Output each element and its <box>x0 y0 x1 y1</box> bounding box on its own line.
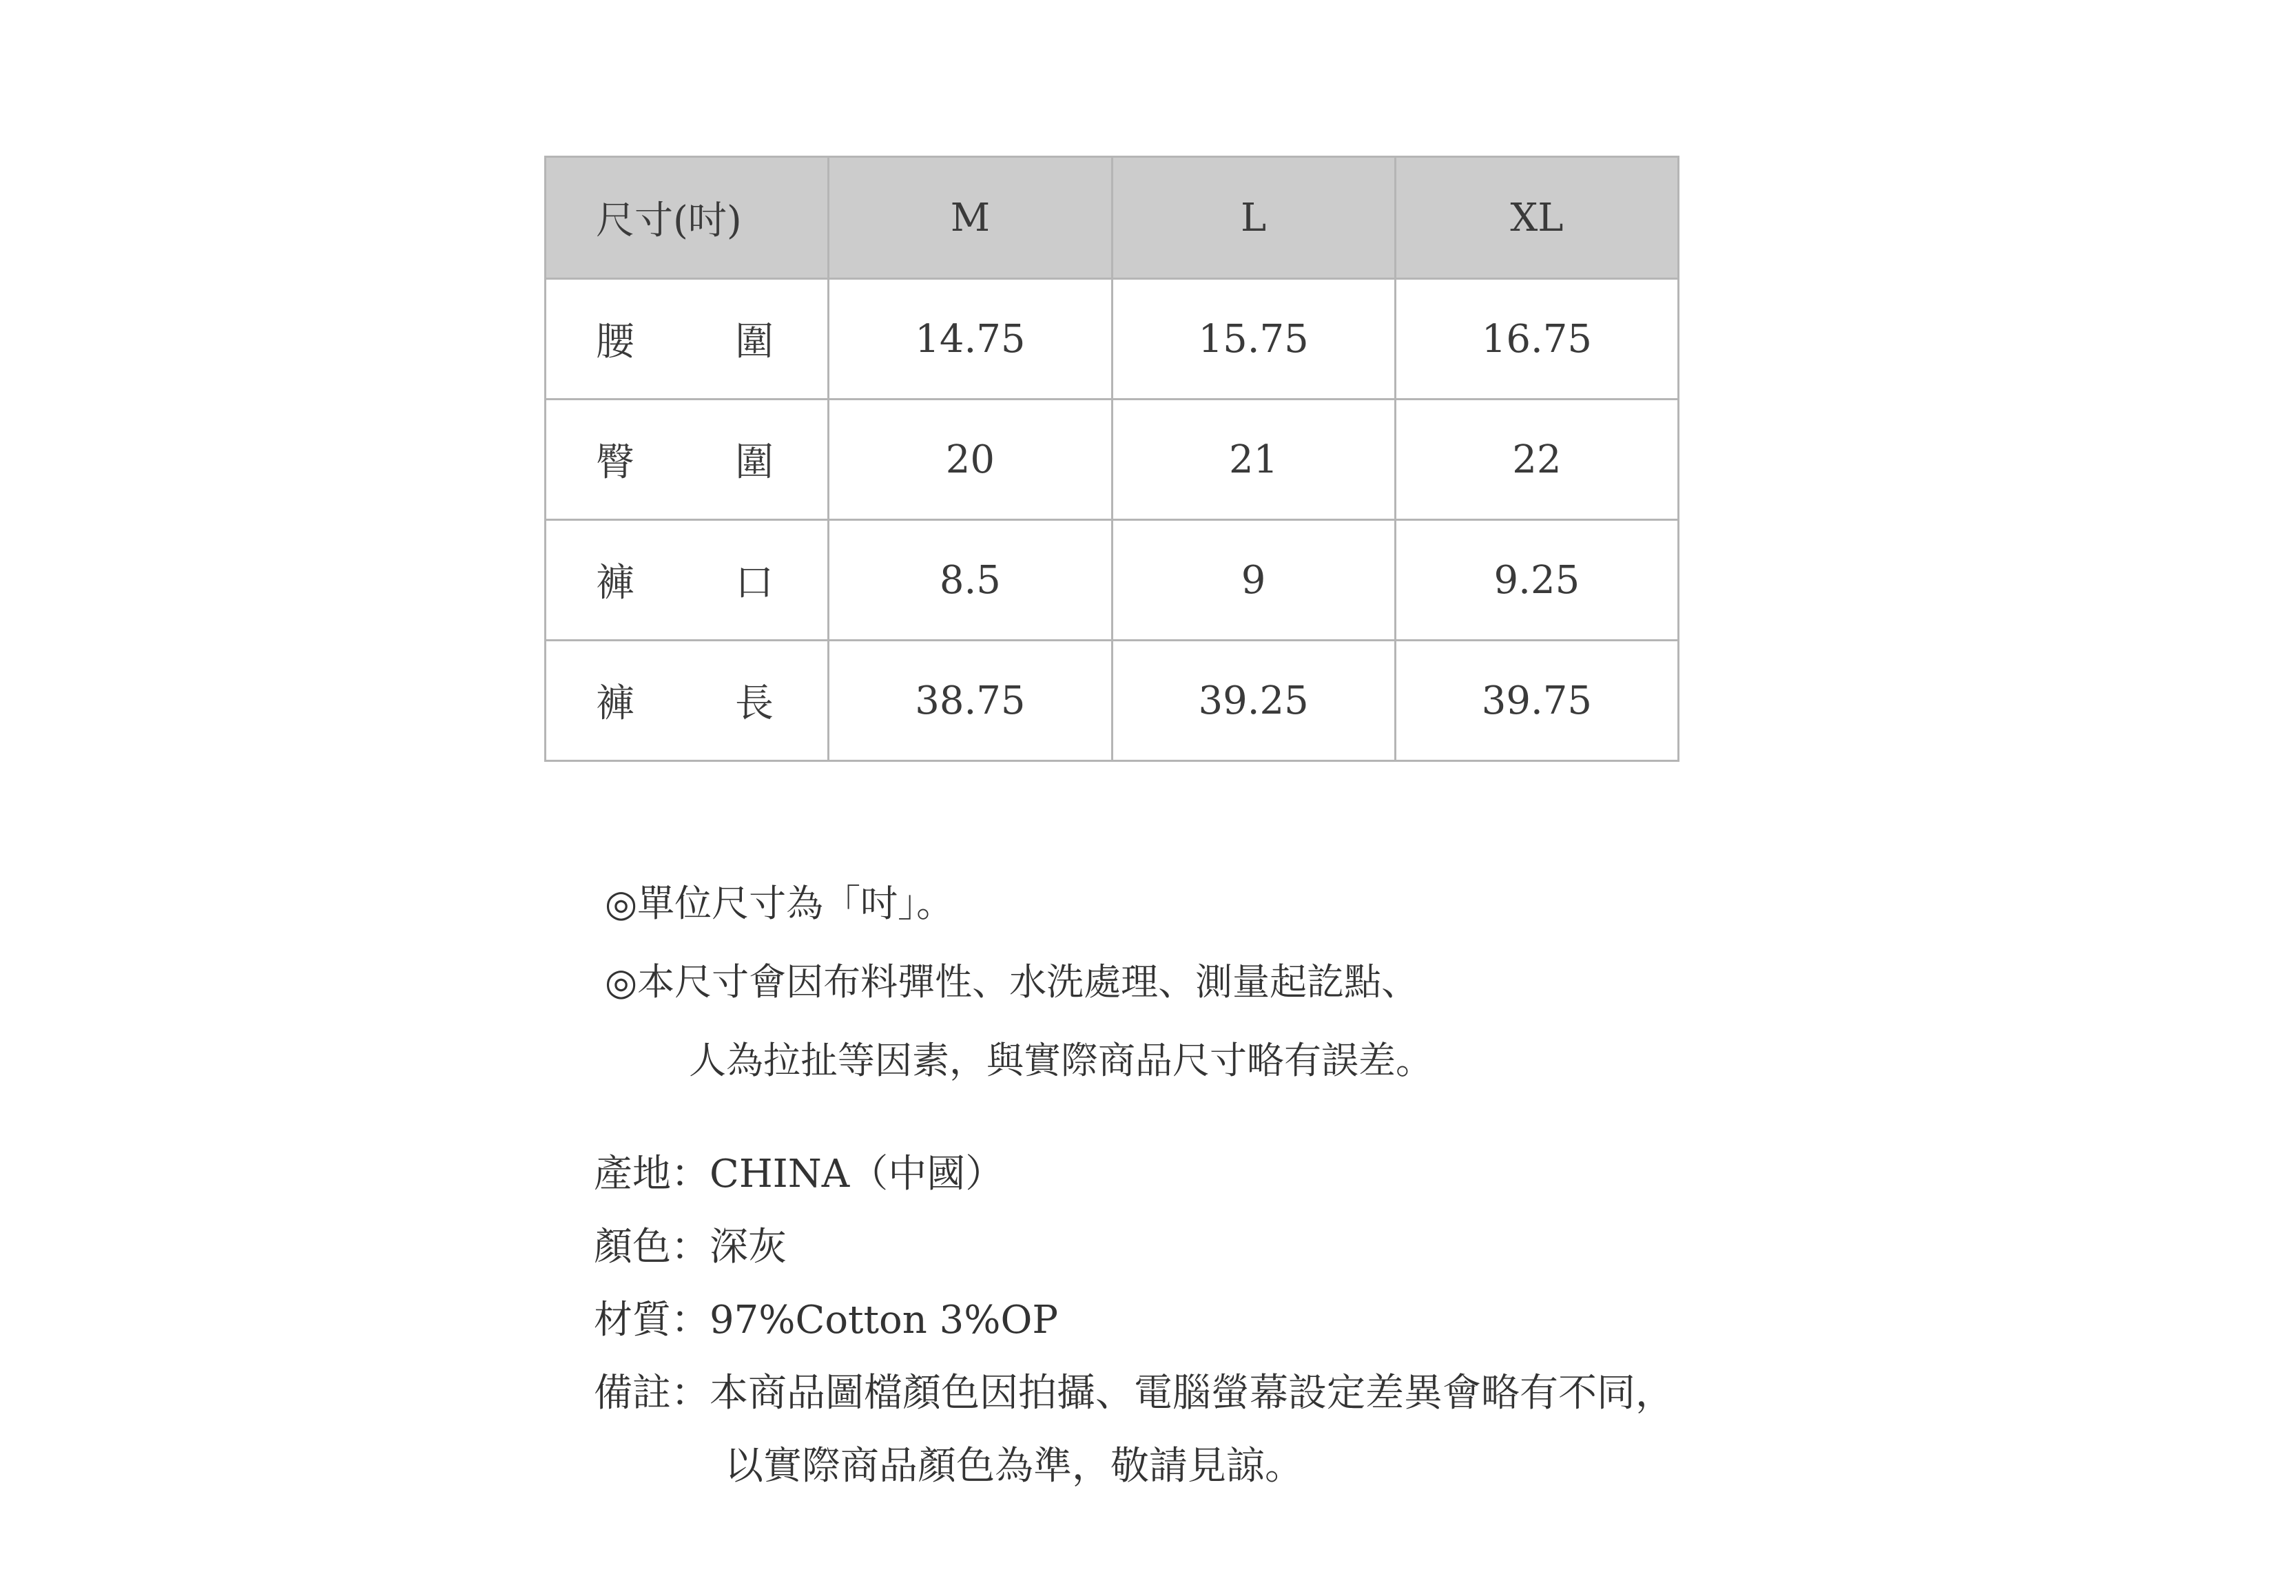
note-tolerance: ◎本尺寸會因布料彈性、水洗處理、測量起訖點、 <box>605 960 1419 1004</box>
table-row-length <box>546 641 1679 761</box>
cell-value: 16.75 <box>1395 279 1678 400</box>
row-label-left: 褲 <box>596 561 634 605</box>
note-unit: ◎單位尺寸為「吋」。 <box>605 882 954 925</box>
info-origin: 產地：CHINA（中國） <box>594 1152 1004 1196</box>
cell-value: 9 <box>1112 520 1395 641</box>
cell-value: 20 <box>829 400 1112 520</box>
row-label <box>546 279 829 400</box>
row-label-left: 腰 <box>596 320 634 364</box>
product-info <box>594 1138 1674 1503</box>
cell-value: 14.75 <box>829 279 1112 400</box>
row-label-right: 圍 <box>735 440 774 485</box>
header-cell-size-unit: 尺寸(吋) <box>546 157 829 279</box>
table-row-leg-opening <box>546 520 1679 641</box>
cell-value: 9.25 <box>1395 520 1678 641</box>
header-cell-m: M <box>829 157 1112 279</box>
cell-value: 8.5 <box>829 520 1112 641</box>
row-label-left: 臀 <box>596 440 634 485</box>
info-remark: 備註：本商品圖檔顏色因拍攝、電腦螢幕設定差異會略有不同， <box>594 1371 1674 1416</box>
size-table <box>544 156 1679 762</box>
table-row-waist <box>546 279 1679 400</box>
cell-value: 39.75 <box>1395 641 1678 761</box>
table-header-row <box>546 157 1679 279</box>
row-label-right: 口 <box>735 561 774 605</box>
header-cell-xl: XL <box>1395 157 1678 279</box>
row-label-right: 長 <box>735 681 774 726</box>
info-color: 顏色：深灰 <box>594 1225 787 1269</box>
cell-value: 15.75 <box>1112 279 1395 400</box>
row-label <box>546 400 829 520</box>
size-notes <box>605 864 1433 1100</box>
info-remark-continued: 以實際商品顏色為準，敬請見諒。 <box>725 1444 1303 1489</box>
row-label <box>546 520 829 641</box>
row-label <box>546 641 829 761</box>
note-tolerance-continued: 人為拉扯等因素，與實際商品尺寸略有誤差。 <box>689 1039 1433 1082</box>
cell-value: 39.25 <box>1112 641 1395 761</box>
cell-value: 38.75 <box>829 641 1112 761</box>
row-label-right: 圍 <box>735 320 774 364</box>
header-cell-l: L <box>1112 157 1395 279</box>
cell-value: 21 <box>1112 400 1395 520</box>
info-material: 材質：97%Cotton 3%OP <box>594 1298 1059 1343</box>
row-label-left: 褲 <box>596 681 634 726</box>
cell-value: 22 <box>1395 400 1678 520</box>
table-row-hip <box>546 400 1679 520</box>
